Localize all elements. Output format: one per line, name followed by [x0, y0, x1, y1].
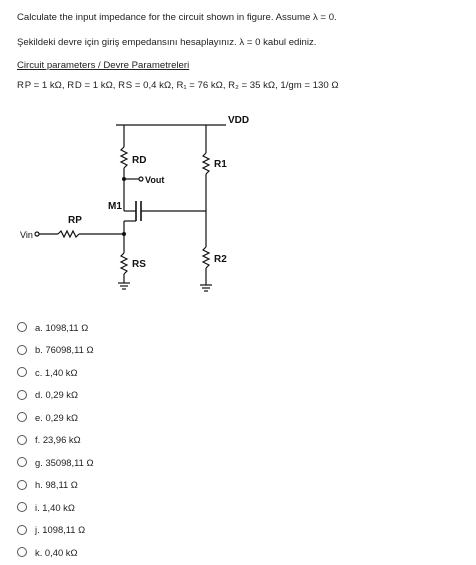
circuit-parameters-link[interactable]: Circuit parameters / Devre Parametreleri [17, 60, 190, 71]
label-rd: RD [132, 155, 147, 166]
question-text-tr: Şekildeki devre için giriş empedansını hesaplayınız. λ = 0 kabul ediniz. [17, 37, 317, 48]
option-letter: f. [35, 434, 41, 445]
option-c[interactable] [17, 362, 93, 382]
label-r1: R1 [214, 159, 227, 170]
option-letter: i. [35, 501, 40, 513]
label-m1: M1 [108, 201, 122, 212]
option-letter: h. [35, 479, 43, 490]
option-value: 98,11 Ω [45, 479, 78, 490]
label-rp: RP [68, 215, 82, 226]
option-h[interactable] [17, 475, 93, 495]
option-letter: d. [35, 389, 43, 400]
option-letter: k. [35, 546, 43, 558]
rd-resistor [121, 147, 127, 168]
rs-resistor [121, 253, 127, 274]
ground-symbol-rs [118, 283, 130, 289]
radio-button[interactable] [17, 525, 27, 535]
label-vin: Vin [20, 230, 33, 240]
option-e[interactable] [17, 407, 93, 427]
option-j[interactable] [17, 520, 93, 540]
option-value: 0,29 kΩ [45, 411, 78, 423]
option-letter: a. [35, 321, 43, 333]
circuit-diagram [20, 95, 300, 295]
radio-button[interactable] [17, 547, 27, 557]
radio-button[interactable] [17, 412, 27, 422]
radio-button[interactable] [17, 345, 27, 355]
option-b[interactable] [17, 340, 93, 360]
option-value: 0,29 kΩ [45, 389, 78, 400]
radio-button[interactable] [17, 480, 27, 490]
question-text-en: Calculate the input impedance for the circuit shown in figure. Assume λ = 0. [17, 12, 337, 23]
option-value: 1098,11 Ω [45, 321, 89, 333]
label-vdd: VDD [228, 115, 250, 126]
option-i[interactable] [17, 497, 93, 517]
option-k[interactable] [17, 542, 93, 562]
radio-button[interactable] [17, 457, 27, 467]
option-value: 1,40 kΩ [42, 501, 75, 513]
option-value: 35098,11 Ω [45, 456, 94, 468]
r2-resistor [203, 247, 209, 268]
option-letter: g. [35, 456, 43, 468]
option-letter: e. [35, 411, 43, 423]
label-rs: RS [132, 259, 146, 270]
option-letter: b. [35, 344, 43, 355]
label-r2: R2 [214, 254, 227, 265]
radio-button[interactable] [17, 502, 27, 512]
label-vout: Vout [145, 175, 165, 185]
option-letter: j. [35, 524, 40, 535]
option-value: 23,96 kΩ [42, 434, 81, 445]
option-f[interactable] [17, 430, 93, 450]
option-value: 1098,11 Ω [42, 524, 86, 535]
radio-button[interactable] [17, 322, 27, 332]
circuit-parameters-text: R P = 1 kΩ, R D = 1 kΩ, R S = 0,4 kΩ, R₁ = 76 kΩ, R₂ = 35 kΩ, 1/gm = 130 Ω [17, 80, 339, 91]
option-value: 1,40 kΩ [44, 366, 78, 378]
option-value: 0,40 kΩ [44, 546, 78, 558]
r1-resistor [203, 153, 209, 174]
option-g[interactable] [17, 452, 93, 472]
radio-button[interactable] [17, 367, 27, 377]
answer-options [17, 317, 93, 565]
radio-button[interactable] [17, 435, 27, 445]
option-value: 76098,11 Ω [45, 344, 94, 355]
option-d[interactable] [17, 385, 93, 405]
radio-button[interactable] [17, 390, 27, 400]
rp-resistor [58, 231, 79, 237]
option-a[interactable] [17, 317, 93, 337]
option-letter: c. [35, 366, 43, 378]
ground-symbol-r2 [200, 285, 212, 291]
